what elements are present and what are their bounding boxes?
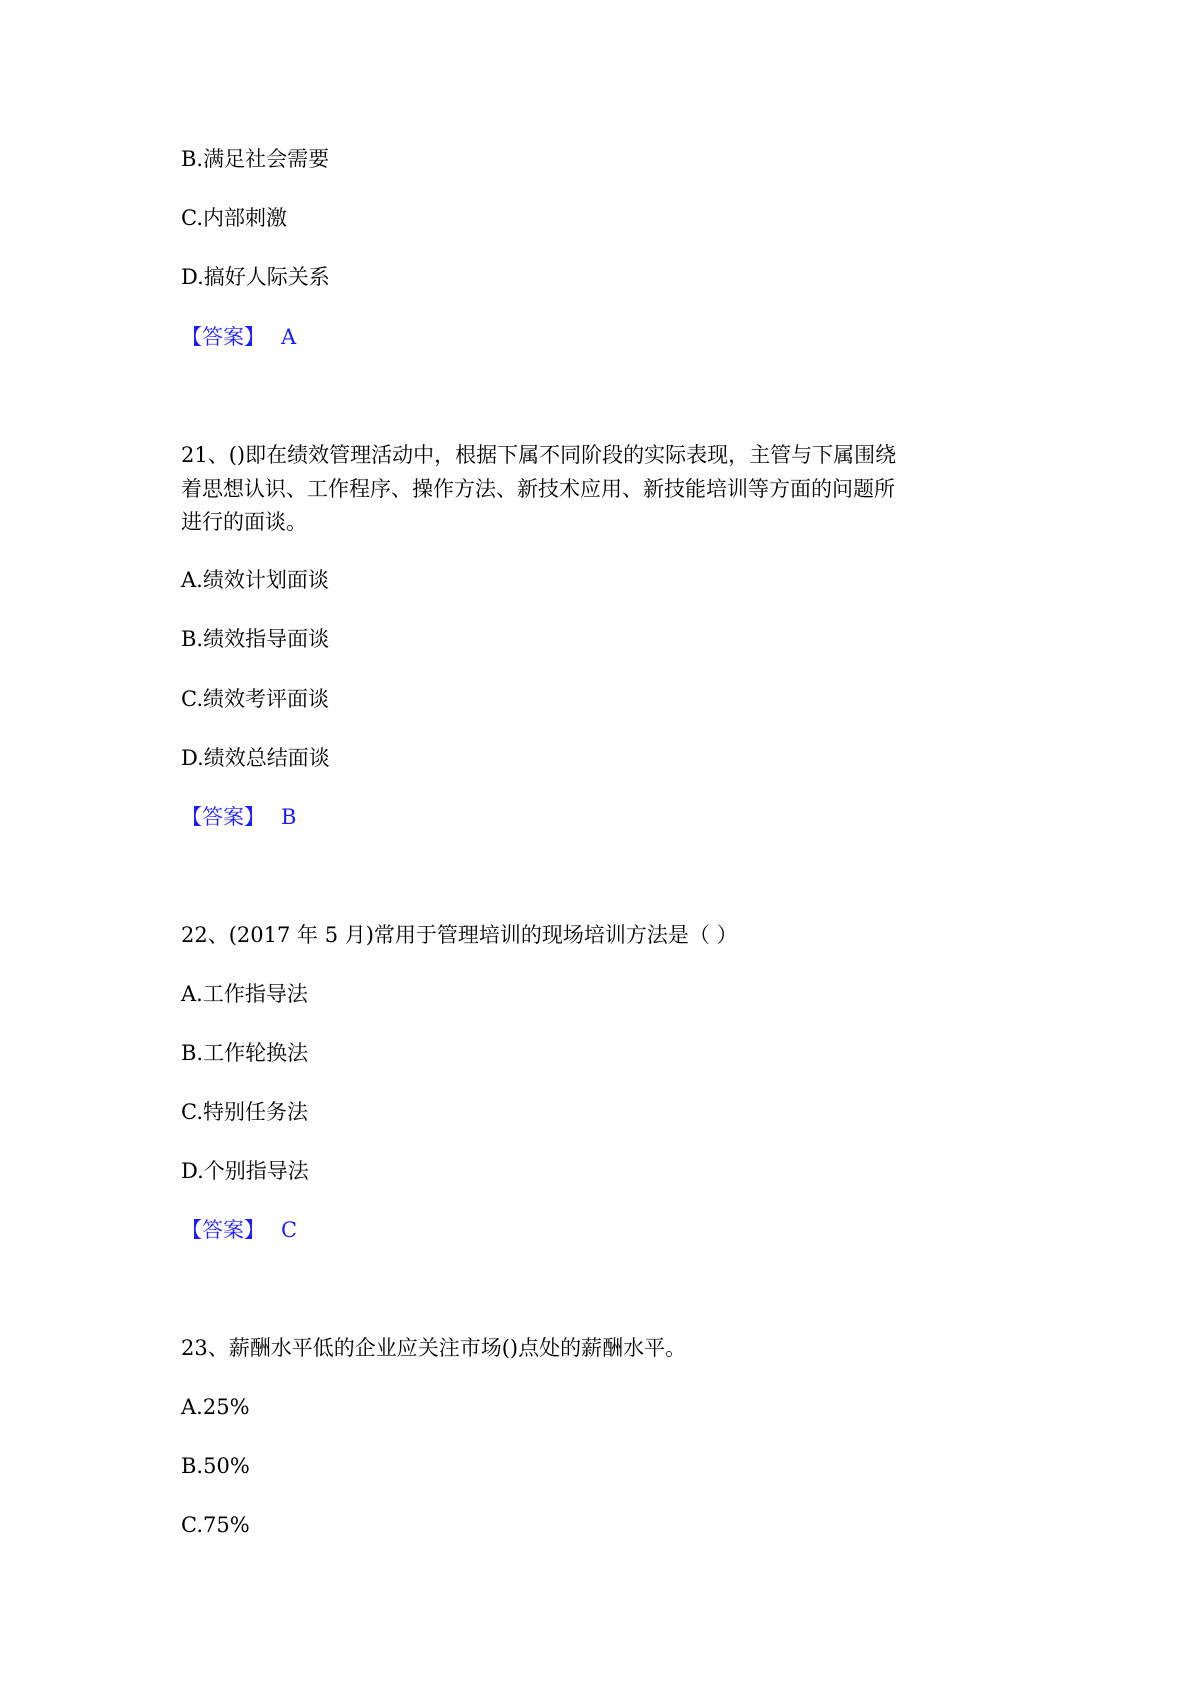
q22-answer-value: C: [281, 1218, 298, 1242]
q22-option-b: B.工作轮换法: [181, 1041, 309, 1065]
q21-question-line-3: 进行的面谈。: [181, 510, 307, 534]
q20-answer-label: 【答案】: [181, 325, 265, 349]
q23-option-a: A.25%: [181, 1395, 250, 1419]
q20-option-c: C.内部刺激: [181, 206, 287, 230]
q21-option-b: B.绩效指导面谈: [181, 627, 330, 651]
q22-option-d: D.个别指导法: [181, 1159, 309, 1183]
q21-question-line-2: 着思想认识、工作程序、操作方法、新技术应用、新技能培训等方面的问题所: [181, 477, 895, 501]
q22-option-a: A.工作指导法: [181, 982, 308, 1006]
q20-option-b: B.满足社会需要: [181, 147, 330, 171]
q23-option-b: B.50%: [181, 1454, 250, 1478]
q22-question: 22、(2017 年 5 月)常用于管理培训的现场培训方法是（ ）: [181, 923, 738, 947]
q20-answer: [181, 322, 296, 352]
q21-answer: [181, 802, 296, 832]
q21-option-a: A.绩效计划面谈: [181, 568, 329, 592]
q23-option-c: C.75%: [181, 1513, 250, 1537]
q22-answer-label: 【答案】: [181, 1218, 265, 1242]
q21-option-c: C.绩效考评面谈: [181, 687, 329, 711]
q21-answer-value: B: [281, 805, 297, 829]
q20-answer-value: A: [281, 325, 297, 349]
q21-answer-label: 【答案】: [181, 805, 265, 829]
q21-option-d: D.绩效总结面谈: [181, 746, 330, 770]
q22-answer: [181, 1215, 297, 1245]
q22-option-c: C.特别任务法: [181, 1100, 308, 1124]
q23-question: 23、薪酬水平低的企业应关注市场()点处的薪酬水平。: [181, 1336, 687, 1360]
q21-question-line-1: 21、()即在绩效管理活动中，根据下属不同阶段的实际表现，主管与下属围绕: [181, 443, 897, 467]
q20-option-d: D.搞好人际关系: [181, 265, 330, 289]
